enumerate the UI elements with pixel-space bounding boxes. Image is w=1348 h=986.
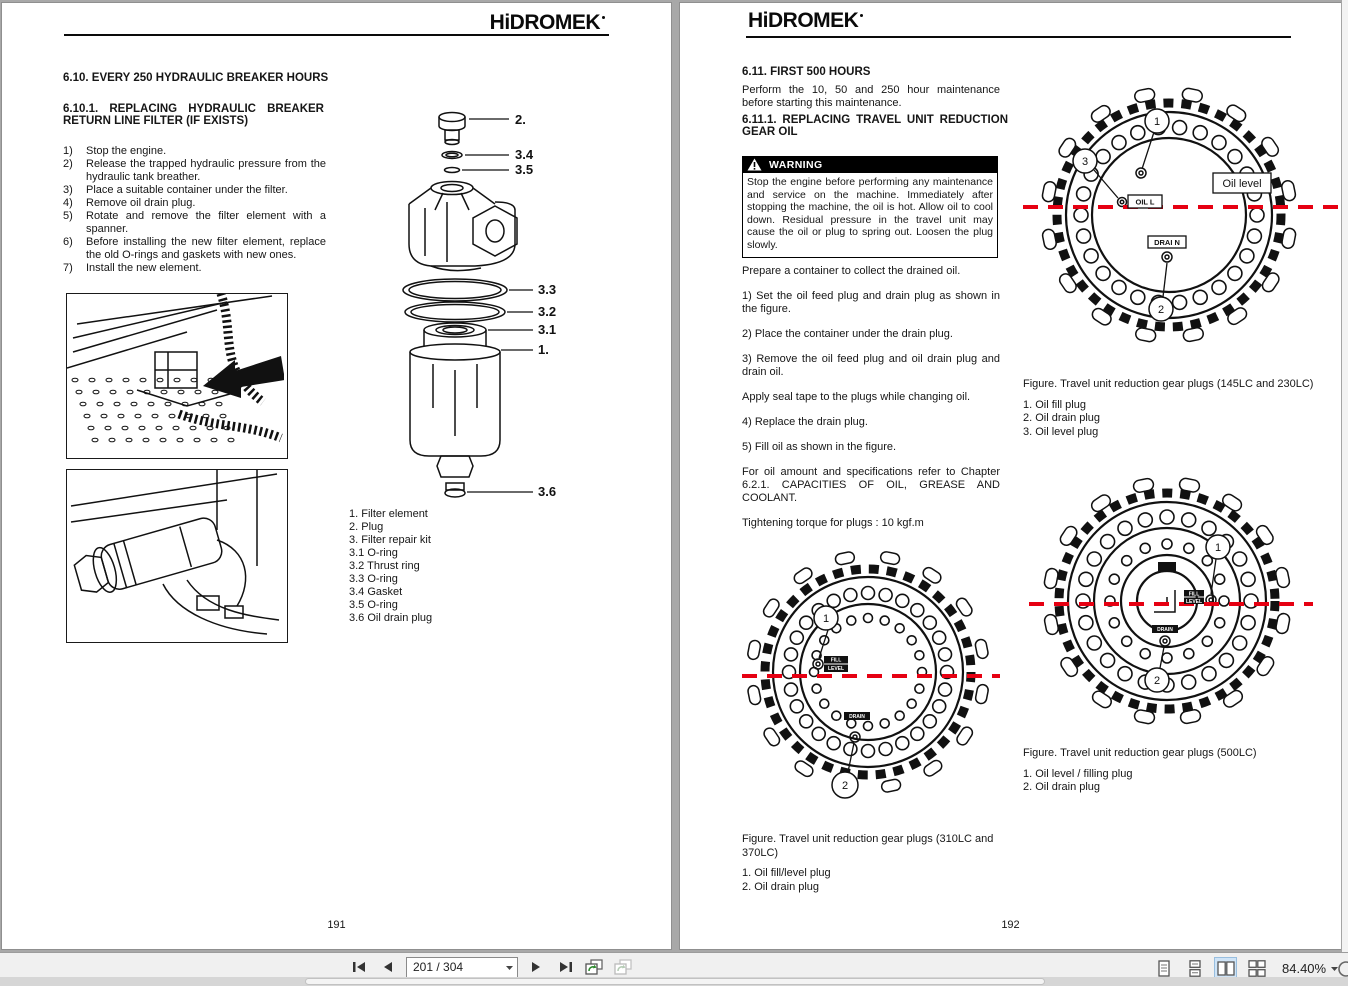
figure-145lc-230lc-diagram xyxy=(1021,85,1341,373)
plug-part xyxy=(439,113,465,145)
section-intro: Perform the 10, 50 and 250 hour maintenance before starting this maintenance. xyxy=(742,84,1000,109)
manual-page-191 xyxy=(1,2,672,950)
paragraph: Tightening torque for plugs : 10 kgf.m xyxy=(742,517,924,529)
logo-dot xyxy=(860,14,863,17)
label-1: 1. xyxy=(538,342,549,357)
next-page-icon xyxy=(530,961,542,973)
oil-drain-plug-part xyxy=(445,483,465,497)
parts-list-item: 3.6 Oil drain plug xyxy=(349,612,433,624)
page-navigation-group xyxy=(348,956,634,978)
paragraph: 4) Replace the drain plug. xyxy=(742,416,868,428)
warning-header xyxy=(742,156,998,173)
legend-item: 2. Oil drain plug xyxy=(1023,781,1101,793)
bolt-holes xyxy=(1074,121,1264,310)
fill-label: FILL xyxy=(830,657,842,664)
two-page-continuous-view-icon xyxy=(1248,960,1266,977)
fill-label: FILL xyxy=(1188,591,1200,598)
parts-list-item: 3.4 Gasket xyxy=(349,586,403,598)
parts-list-item: 2. Plug xyxy=(349,521,384,533)
step-item: 2) Release the trapped hydraulic pressure from the hydraulic tank breather. xyxy=(63,158,326,183)
figure-legend xyxy=(742,867,1012,894)
svg-text:2: 2 xyxy=(1153,675,1161,687)
section-title: 6.10. EVERY 250 HYDRAULIC BREAKER HOURS xyxy=(63,72,329,84)
section-title: 6.11. FIRST 500 HOURS xyxy=(742,66,871,78)
figure-caption: Figure. Travel unit reduction gear plugs (310LC and 370LC) xyxy=(742,833,994,859)
filter-head-part xyxy=(409,182,517,271)
warning-body: Stop the engine before performing any maintenance and service on the machine. Immediately after stopping the machine, the oil is hot. Allow oil to cool down. Residual pressure in the travel unit may cause the oil or plug to spring out. Loosen the plug slowly. xyxy=(742,173,998,258)
legend-item: 1. Oil fill plug xyxy=(1023,398,1086,411)
step-item: 7) Install the new element. xyxy=(63,262,202,274)
callout-2 xyxy=(1149,297,1173,321)
page-input-caret-icon[interactable] xyxy=(506,966,513,970)
two-page-view-icon xyxy=(1217,960,1235,977)
zoom-level-value: 84.40% xyxy=(1282,961,1327,976)
first-page-button[interactable] xyxy=(348,956,370,978)
parts-list-item: 3.2 Thrust ring xyxy=(349,560,420,572)
svg-text:2: 2 xyxy=(841,780,849,792)
next-view-icon xyxy=(613,959,633,976)
exploded-filter-diagram xyxy=(395,106,625,501)
callout-2 xyxy=(1145,668,1169,692)
legend-item: 1. Oil fill/level plug xyxy=(742,867,831,879)
callout-1 xyxy=(814,606,838,630)
next-view-button[interactable] xyxy=(612,956,634,978)
paragraph: Apply seal tape to the plugs while changing oil. xyxy=(742,391,971,403)
header-rule xyxy=(64,34,609,36)
label-3-2: 3.2 xyxy=(538,304,557,319)
svg-text:1: 1 xyxy=(822,613,830,625)
warning-box xyxy=(742,156,998,258)
photo-filter-location xyxy=(66,293,288,459)
figure-legend xyxy=(1023,399,1323,440)
pointer-arrow xyxy=(203,356,284,398)
bolt-holes xyxy=(783,587,954,758)
drain-label: DRAI N xyxy=(1154,238,1180,247)
legend-item: 2. Oil drain plug xyxy=(742,880,820,893)
callout-3 xyxy=(1073,149,1097,173)
logo-dot xyxy=(602,16,605,19)
step-item: 6) Before installing the new filter element, replace the old O-rings and gaskets with new ones. xyxy=(63,236,326,261)
legend-item: 1. Oil level / filling plug xyxy=(1023,767,1133,780)
label-3-4: 3.4 xyxy=(515,147,534,162)
next-page-button[interactable] xyxy=(525,956,547,978)
parts-list-item: 1. Filter element xyxy=(349,508,428,520)
drain-label: DRAIN xyxy=(849,714,865,720)
parts-list-item: 3. Filter repair kit xyxy=(349,534,431,546)
page-number-input[interactable] xyxy=(406,957,518,978)
oring-part xyxy=(445,168,460,173)
previous-view-button[interactable] xyxy=(583,956,605,978)
paragraph: 5) Fill oil as shown in the figure. xyxy=(742,441,897,453)
drain-label: DRAIN xyxy=(1157,627,1173,633)
hub-tag xyxy=(1158,562,1176,571)
callout-1 xyxy=(1206,535,1230,559)
label-3-5: 3.5 xyxy=(515,162,534,177)
legend-item: 2. Oil drain plug xyxy=(1023,412,1101,424)
procedure-steps xyxy=(63,145,326,275)
label-3-1: 3.1 xyxy=(538,322,557,337)
parts-list xyxy=(349,508,432,625)
horizontal-scrollbar-thumb[interactable] xyxy=(305,978,1045,985)
level-label: LEVEL xyxy=(1185,598,1203,605)
procedure-paragraphs xyxy=(742,265,1000,542)
oring-large-part xyxy=(403,279,507,301)
previous-view-icon xyxy=(584,959,604,976)
figure-145-caption-block xyxy=(1023,378,1323,439)
label-3-3: 3.3 xyxy=(538,282,557,297)
previous-page-button[interactable] xyxy=(377,956,399,978)
paragraph: 2) Place the container under the drain plug. xyxy=(742,328,953,340)
filter-closeup-line-art xyxy=(67,470,284,639)
parts-list-item: 3.1 O-ring xyxy=(349,547,398,559)
filter-body xyxy=(72,515,225,599)
figure-legend xyxy=(1023,768,1323,795)
manual-page-192 xyxy=(679,2,1342,950)
figure-310-caption-block xyxy=(742,833,1012,894)
photo-filter-closeup xyxy=(66,469,288,643)
warning-triangle-icon xyxy=(747,158,762,171)
figure-caption: Figure. Travel unit reduction gear plugs (145LC and 230LC) xyxy=(1023,378,1314,390)
svg-text:1: 1 xyxy=(1153,116,1161,128)
figure-310lc-370lc-diagram xyxy=(740,538,1002,830)
hub-logo xyxy=(1154,590,1175,612)
step-item: 3) Place a suitable container under the filter. xyxy=(63,184,288,196)
paragraph: For oil amount and specifications refer to Chapter 6.2.1. CAPACITIES OF OIL, GREASE AND COOLANT. xyxy=(742,466,1000,504)
hidromek-logo: HiDROMEK xyxy=(490,11,605,35)
figure-caption: Figure. Travel unit reduction gear plugs (500LC) xyxy=(1023,747,1257,759)
last-page-button[interactable] xyxy=(554,956,576,978)
gasket-part xyxy=(442,152,462,159)
parts-list-item: 3.5 O-ring xyxy=(349,599,398,611)
legend-item: 3. Oil level plug xyxy=(1023,425,1099,438)
page-number-control xyxy=(406,957,518,978)
level-label: LEVEL xyxy=(827,666,845,672)
oil-l-label: OIL L xyxy=(1135,197,1155,207)
continuous-view-icon xyxy=(1187,960,1203,977)
paragraph: Prepare a container to collect the drained oil. xyxy=(742,265,961,277)
figure-500-caption-block xyxy=(1023,747,1323,795)
subsection-title: 6.10.1. REPLACING HYDRAULIC BREAKER RETURN LINE FILTER (IF EXISTS) xyxy=(63,103,324,127)
page-number: 192 xyxy=(1001,919,1020,931)
vertical-scrollbar[interactable] xyxy=(1341,0,1348,952)
last-page-icon xyxy=(558,961,573,973)
pdf-viewer-toolbar xyxy=(0,952,1348,986)
svg-text:1: 1 xyxy=(1214,542,1222,554)
first-page-icon xyxy=(352,961,367,973)
hidromek-logo: HiDROMEK xyxy=(748,9,863,33)
header-rule xyxy=(746,36,1291,38)
paragraph: 3) Remove the oil feed plug and oil drain plug and drain oil. xyxy=(742,353,1000,378)
callout-2 xyxy=(832,772,858,798)
oil-level-label: Oil level xyxy=(1222,178,1262,190)
paragraph: 1) Set the oil feed plug and drain plug as shown in the figure. xyxy=(742,290,1000,315)
svg-text:2: 2 xyxy=(1157,304,1165,316)
zoom-level-control[interactable] xyxy=(1282,961,1338,976)
callout-1 xyxy=(1145,109,1169,133)
label-3-6: 3.6 xyxy=(538,484,557,499)
step-item: 4) Remove oil drain plug. xyxy=(63,197,196,209)
thrust-ring-part xyxy=(405,302,505,322)
subsection-title: 6.11.1. REPLACING TRAVEL UNIT REDUCTION GEAR OIL xyxy=(742,114,1008,138)
previous-page-icon xyxy=(382,961,394,973)
label-2: 2. xyxy=(515,112,526,127)
warning-title: WARNING xyxy=(769,158,823,171)
svg-text:3: 3 xyxy=(1081,156,1089,168)
figure-500lc-diagram xyxy=(1021,469,1341,741)
single-page-view-icon xyxy=(1156,960,1172,977)
filter-element-part xyxy=(410,323,500,477)
step-item: 5) Rotate and remove the filter element with a spanner. xyxy=(63,210,326,235)
filter-location-line-art xyxy=(67,294,284,455)
step-item: 1) Stop the engine. xyxy=(63,145,167,157)
parts-list-item: 3.3 O-ring xyxy=(349,573,398,585)
page-number: 191 xyxy=(327,919,346,931)
